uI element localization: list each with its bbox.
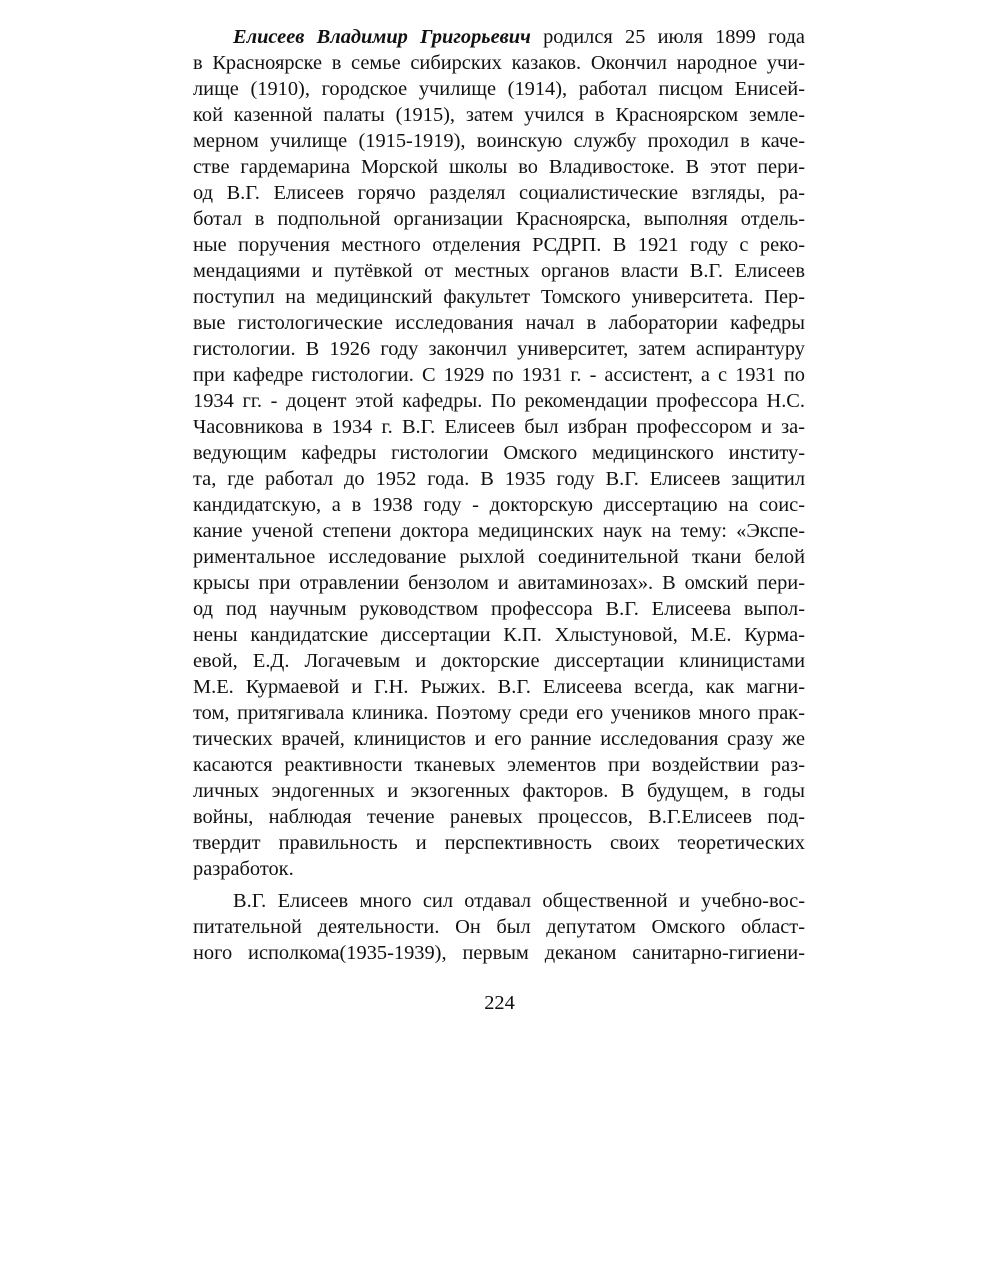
text-line: ведующим кафедры гистологии Омского медицинского институ- [193,442,805,464]
text-line: ного исполкома(1935-1939), первым деканом санитарно-гигиени- [193,942,805,964]
text-line: войны, наблюдая течение раневых процессов, В.Г.Елисеев под- [193,806,805,828]
text-line: родился 25 июля 1899 года [530,26,805,48]
text-line: кание ученой степени доктора медицинских наук на тему: «Экспе- [193,520,805,542]
text-line: 1934 гг. - доцент этой кафедры. По рекомендации профессора Н.С. [193,390,805,412]
paragraph-2 [193,888,805,966]
text-line: твердит правильность и перспективность своих теоретических [193,832,805,854]
text-line: крысы при отравлении бензолом и авитаминозах». В омский пери- [193,572,805,594]
text-line: риментальное исследование рыхлой соединительной ткани белой [193,546,805,568]
text-line: разработок. [193,858,294,880]
text-line: од В.Г. Елисеев горячо разделял социалистические взгляды, ра- [193,182,805,204]
text-line: питательной деятельности. Он был депутатом Омского област- [193,916,805,938]
text-line: поступил на медицинский факультет Томского университета. Пер- [193,286,805,308]
text-line: ные поручения местного отделения РСДРП. В 1921 году с реко- [193,234,805,256]
text-line: нены кандидатские диссертации К.П. Хлыстуновой, М.Е. Курма- [193,624,805,646]
text-line: в Красноярске в семье сибирских казаков. Окончил народное учи- [193,52,805,74]
text-line: евой, Е.Д. Логачевым и докторские диссертации клиницистами [193,650,805,672]
text-line: кандидатскую, а в 1938 году - докторскую диссертацию на соис- [193,494,805,516]
text-line: касаются реактивности тканевых элементов при воздействии раз- [193,754,805,776]
text-line: личных эндогенных и экзогенных факторов. В будущем, в годы [193,780,805,802]
text-line: М.Е. Курмаевой и Г.Н. Рыжих. В.Г. Елисеева всегда, как магни- [193,676,805,698]
text-line: та, где работал до 1952 года. В 1935 году В.Г. Елисеев защитил [193,468,805,490]
text-line: ботал в подпольной организации Красноярска, выполняя отдель- [193,208,805,230]
body-text [193,24,805,966]
paragraph-1 [193,24,805,882]
text-line: лище (1910), городское училище (1914), работал писцом Енисей- [193,78,805,100]
text-line: гистологии. В 1926 году закончил университет, затем аспирантуру [193,338,805,360]
text-line: кой казенной палаты (1915), затем учился в Красноярском земле- [193,104,805,126]
paragraph-1-line-1 [193,24,805,50]
text-line: од под научным руководством профессора В.Г. Елисеева выпол- [193,598,805,620]
text-line: стве гардемарина Морской школы во Владивостоке. В этот пери- [193,156,805,178]
text-line: мерном училище (1915-1919), воинскую службу проходил в каче- [193,130,805,152]
text-line: вые гистологические исследования начал в лаборатории кафедры [193,312,805,334]
text-line: том, притягивала клиника. Поэтому среди его учеников много прак- [193,702,805,724]
text-line: мендациями и путёвкой от местных органов власти В.Г. Елисеев [193,260,805,282]
author-name: Елисеев Владимир Григорьевич [233,26,531,48]
page-number: 224 [484,992,515,1014]
text-line: тических врачей, клиницистов и его ранние исследования сразу же [193,728,805,750]
text-line: В.Г. Елисеев много сил отдавал общественной и учебно-вос- [233,890,805,912]
text-line: при кафедре гистологии. С 1929 по 1931 г. - ассистент, а с 1931 по [193,364,805,386]
text-line: Часовникова в 1934 г. В.Г. Елисеев был избран профессором и за- [193,416,805,438]
